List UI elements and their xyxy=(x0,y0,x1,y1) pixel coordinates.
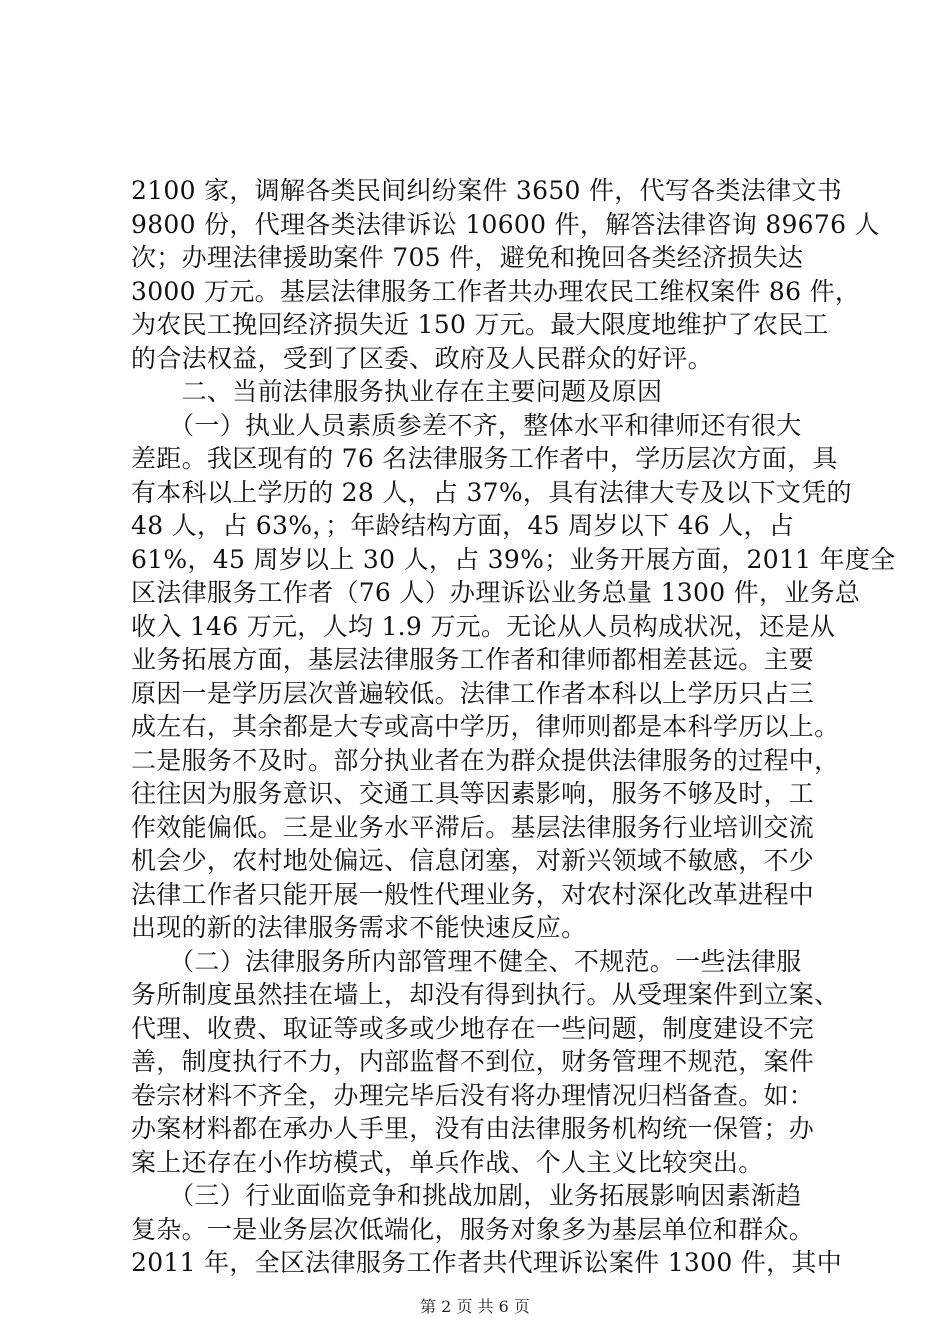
text-line: 办案材料都在承办人手里，没有由法律服务机构统一保管；办 xyxy=(131,1114,815,1143)
text-line: 机会少，农村地处偏远、信息闭塞，对新兴领域不敏感，不少 xyxy=(131,846,815,875)
text-line: 往往因为服务意识、交通工具等因素影响，服务不够及时，工 xyxy=(131,779,815,808)
text-line: 收入 146 万元，人均 1.9 万元。无论从人员构成状况，还是从 xyxy=(131,611,836,641)
text-line: 次；办理法律援助案件 705 件，避免和挽回各类经济损失达 xyxy=(131,243,804,272)
text-line: 业务拓展方面，基层法律服务工作者和律师都相差甚远。主要 xyxy=(131,645,815,674)
text-line: 3000 万元。基层法律服务工作者共办理农民工维权案件 86 件， xyxy=(131,276,861,306)
text-line: 区法律服务工作者（76 人）办理诉讼业务总量 1300 件，业务总 xyxy=(131,578,861,607)
text-line: 代理、收费、取证等或多或少地存在一些问题，制度建设不完 xyxy=(131,1013,815,1043)
text-line: 的合法权益，受到了区委、政府及人民群众的好评。 xyxy=(131,343,713,373)
text-line: 成左右，其余都是大专或高中学历，律师则都是本科学历以上。 xyxy=(131,712,840,741)
text-line: 出现的新的法律服务需求不能快速反应。 xyxy=(131,913,587,942)
text-line: 务所制度虽然挂在墙上，却没有得到执行。从受理案件到立案、 xyxy=(131,980,840,1009)
text-line: 9800 份，代理各类法律诉讼 10600 件，解答法律咨询 89676 人 xyxy=(131,209,880,239)
text-line: 复杂。一是业务层次低端化，服务对象多为基层单位和群众。 xyxy=(131,1214,815,1244)
text-line: 善，制度执行不力，内部监督不到位，财务管理不规范，案件 xyxy=(131,1047,815,1076)
text-line: 法律工作者只能开展一般性代理业务，对农村深化改革进程中 xyxy=(131,879,815,909)
text-line: 作效能偏低。三是业务水平滞后。基层法律服务行业培训交流 xyxy=(131,812,815,842)
page-footer: 第 2 页 共 6 页 xyxy=(420,1297,530,1316)
text-line: （三）行业面临竞争和挑战加剧，业务拓展影响因素渐趋 xyxy=(131,1181,802,1210)
body-text xyxy=(131,174,896,1280)
text-line: 案上还存在小作坊模式，单兵作战、个人主义比较突出。 xyxy=(131,1147,764,1177)
text-line: 48 人，占 63%，；年龄结构方面，45 周岁以下 46 人，占 xyxy=(131,511,795,540)
text-line: （一）执业人员素质参差不齐，整体水平和律师还有很大 xyxy=(131,410,802,440)
text-line: 原因一是学历层次普遍较低。法律工作者本科以上学历只占三 xyxy=(131,678,815,708)
text-line: 2100 家，调解各类民间纠纷案件 3650 件，代写各类法律文书 xyxy=(131,176,842,205)
text-line: 卷宗材料不齐全，办理完毕后没有将办理情况归档备查。如： xyxy=(131,1080,815,1110)
text-line: 有本科以上学历的 28 人，占 37%，具有法律大专及以下文凭的 xyxy=(131,477,852,507)
text-line: 差距。我区现有的 76 名法律服务工作者中，学历层次方面，具 xyxy=(131,444,838,473)
text-line: 2011 年，全区法律服务工作者共代理诉讼案件 1300 件，其中 xyxy=(131,1248,842,1277)
section-heading: 二、当前法律服务执业存在主要问题及原因 xyxy=(131,377,663,406)
text-line: （二）法律服务所内部管理不健全、不规范。一些法律服 xyxy=(131,946,802,976)
text-line: 二是服务不及时。部分执业者在为群众提供法律服务的过程中， xyxy=(131,745,840,775)
text-line: 61%，45 周岁以上 30 人，占 39%；业务开展方面，2011 年度全 xyxy=(131,544,896,574)
text-line: 为农民工挽回经济损失近 150 万元。最大限度地维护了农民工 xyxy=(131,310,829,339)
